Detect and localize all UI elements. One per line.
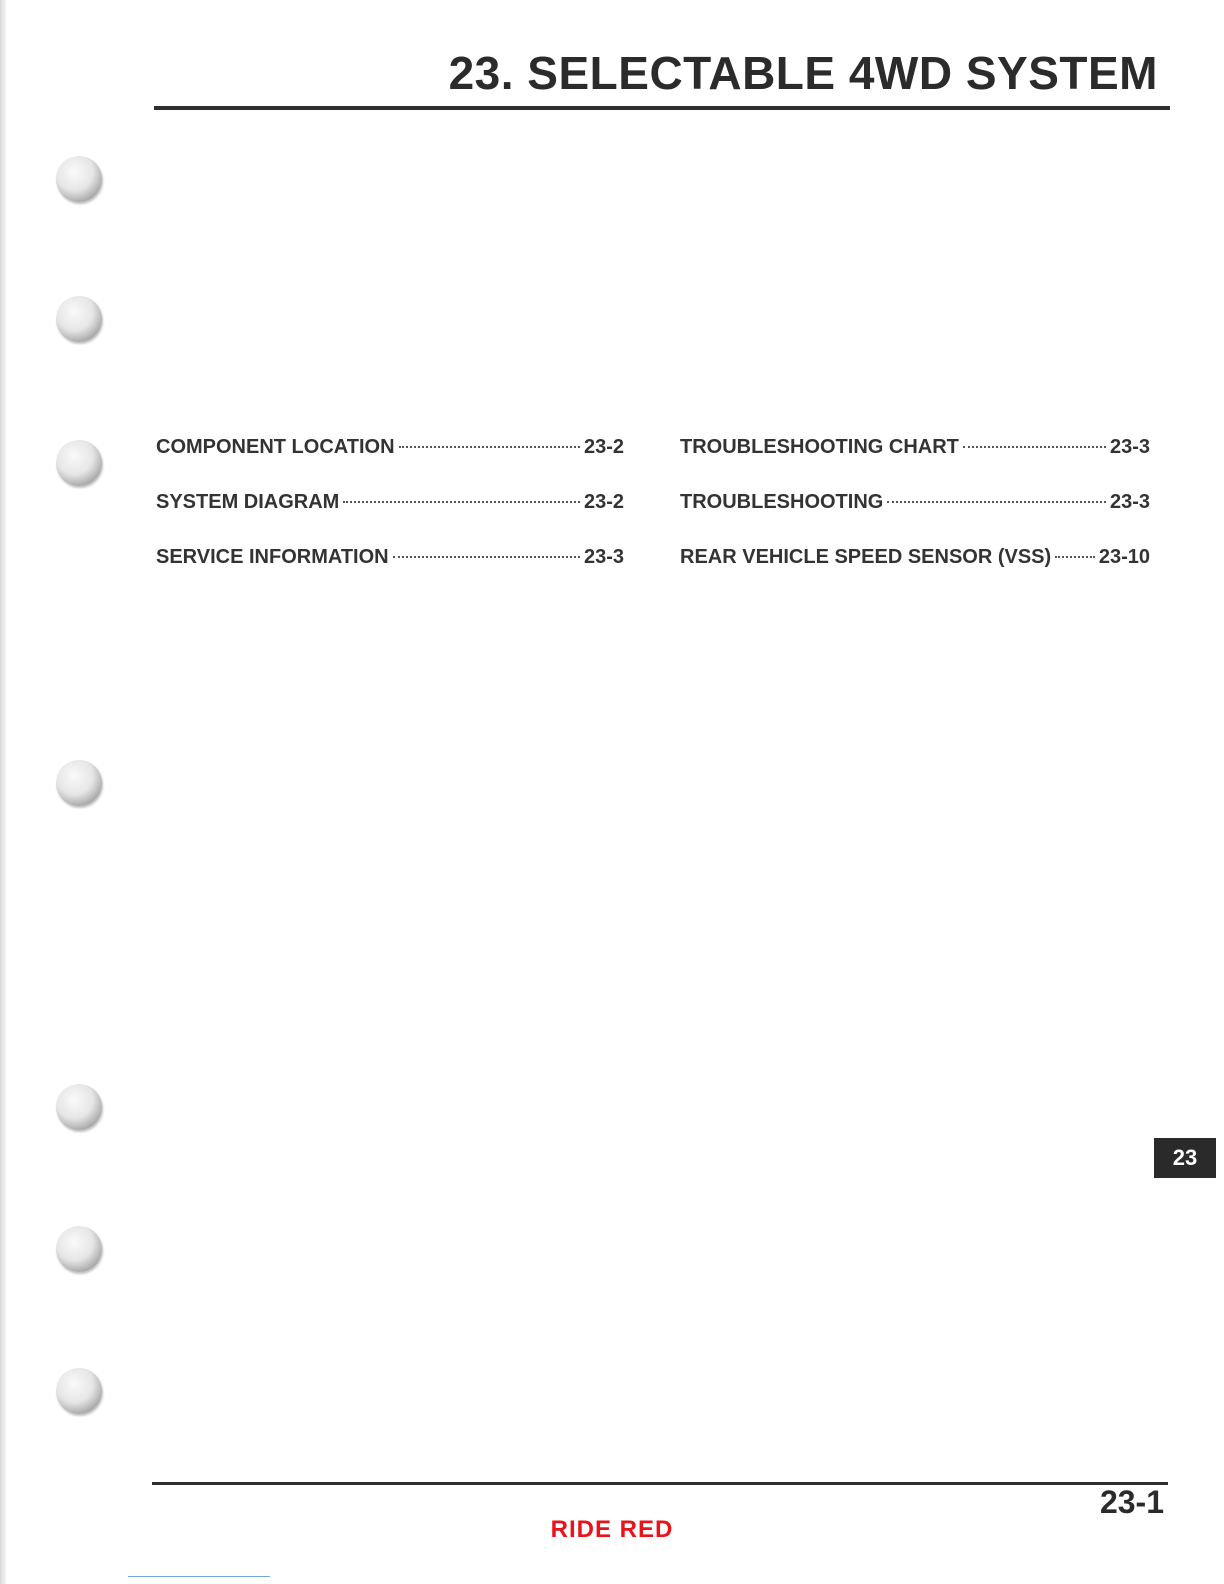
toc-entry[interactable] xyxy=(156,491,624,521)
binder-hole xyxy=(56,296,102,342)
section-tab[interactable]: 23 xyxy=(1154,1138,1216,1178)
page-title: 23. SELECTABLE 4WD SYSTEM xyxy=(448,47,1158,99)
footer-rule xyxy=(152,1482,1168,1485)
footer-brand: RIDE RED xyxy=(550,1516,674,1543)
binder-hole xyxy=(56,760,102,806)
binder-hole xyxy=(56,1226,102,1272)
binder-hole xyxy=(56,156,102,202)
toc-entry-label: TROUBLESHOOTING xyxy=(680,491,884,513)
toc-entry-label: COMPONENT LOCATION xyxy=(156,436,395,458)
toc-entry[interactable] xyxy=(680,491,1150,521)
dot-leader xyxy=(393,556,580,558)
toc-entry-label: TROUBLESHOOTING CHART xyxy=(680,436,959,458)
toc-entry-page: 23-3 xyxy=(1109,436,1150,458)
toc-entry[interactable] xyxy=(680,546,1150,576)
toc-entry-page: 23-3 xyxy=(583,546,624,568)
binder-hole xyxy=(56,1084,102,1130)
toc-entry-label: SYSTEM DIAGRAM xyxy=(156,491,340,513)
dot-leader xyxy=(399,446,580,448)
header-rule xyxy=(154,106,1170,110)
dot-leader xyxy=(343,501,580,503)
toc-entry-page: 23-10 xyxy=(1098,546,1150,568)
toc-right-column xyxy=(680,436,1150,601)
toc-entry-page: 23-2 xyxy=(583,436,624,458)
toc-entry-label: SERVICE INFORMATION xyxy=(156,546,389,568)
toc-entry[interactable] xyxy=(156,436,624,466)
toc-entry-page: 23-3 xyxy=(1109,491,1150,513)
dot-leader xyxy=(963,446,1106,448)
toc-entry[interactable] xyxy=(156,546,624,576)
toc-entry[interactable] xyxy=(680,436,1150,466)
binder-hole xyxy=(56,1368,102,1414)
binder-hole xyxy=(56,440,102,486)
toc-entry-label: REAR VEHICLE SPEED SENSOR (VSS) xyxy=(680,546,1052,568)
page-binding-edge xyxy=(0,0,6,1584)
dot-leader xyxy=(887,501,1106,503)
toc-entry-page: 23-2 xyxy=(583,491,624,513)
page-number: 23-1 xyxy=(1099,1484,1164,1520)
bottom-edge-line xyxy=(128,1576,270,1577)
dot-leader xyxy=(1055,556,1095,558)
toc-left-column xyxy=(156,436,624,601)
